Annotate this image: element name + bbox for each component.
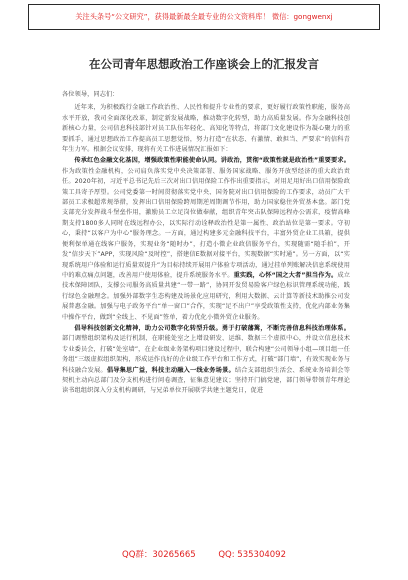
top-banner [28,4,380,30]
footer-contacts [0,548,408,560]
section-1-paragraph [62,156,350,323]
section-1-text: 作为政策性金融机构，公司肩负落实党中央决策部署、服务国家战略、服务开放型经济的重大政治责任。2020年初，习近平总书记先后三次对出口信用保险工作作出重要指示，对用足用好出口信用保险政策工具寄予厚望。公司党委第一时间贯彻落实党中央、国务院对出口信用保险的工作要求，动员广大干部员工求极超常规举措，发挥出口信用保险跨周期逆周期调节作用，助力国家稳住外贸基本盘。部门党支部充分发挥战斗堡垒作用，激励员工立足岗位做奉献，组织青年突击队保障远程办公需求，疫情高峰期支持1800多人同时在线远程办公，以实际行动诠释政治性是第一属性、政治站位是第一要求。守初心，秉持“以客户为中心”服务理念。一方面，通过构建多元金融科技平台，丰富外贸企业工具箱，提供便利保单通在线客户服务，实现业务“随时办”，打造小微企业政信服务平台，实现随需“随手拍”，开发“信步天下”APP，实现风险“及时控”，搭建信E数据对接平台，实现数据“实时通”。另一方面，以“实现系统用户体验和运行质量双提升”为目标持续开展用户体验专项活动，通过挂单列账解决信息系统使用中的难点痛点问题，改善用户使用体验，提升系统服务水平。 [62,167,350,279]
section-2-text-2: 结合支部组织生活会、系统业务培训会等契机主动向总部门及分支机构进行问卷调查，征集意见建议；坚持开门搞党建，部门领导带领青年理论读书组组织深入分支机构调研，与兄弟单位开展联学共建主题党日，促进 [62,366,350,395]
section-2-heading: 倡导科技创新文化精神，助力公司数字化转型升级。勇于打破藩篱，不断完善信息科技治理体系。 [74,324,350,332]
section-1-text-2: 成立技术保障团队，支撑公司服务高质量共建“一带一路”，协同开发贸易险客户绿色标识管理系统功能，践行绿色金融理念。加强外部数字生态构建及场景化应用研究，利用大数据、云计算等新技术助推公司发展普惠金融。加强与电子政务平台“单一窗口”合作，实现“足不出户”享受政策性支持，优化内部业务集中操作平台，做到“全线上、不见面”签单，着力优化小微外贸企业服务。 [62,271,350,321]
section-2-paragraph [62,324,350,397]
document-title: 在公司青年思想政治工作座谈会上的汇报发言 [89,57,319,71]
section-1-heading: 传承红色金融文化基因，增强政策性职能使命认同。讲政治，贯彻“政策性就是政治性”重要要求。 [74,157,350,165]
section-1-subheading: 重实践，心怀“国之大者”担当作为。 [233,271,338,279]
footer-qq: QQ: 535304092 [218,550,286,560]
section-2-text: 部门调整组织架构及运行机制，在职能处室之上增设研发、运维、数据三个虚拟中心，并设立信息技术专业委员会，打破“处室墙”，在企业级业务架构项目建设过程中，联合构建“公司领导小组—项目组一任务组”三级虚拟组织架构，形成运作良好的企业级工作平台和工作方式，打破“部门墙”，有效实现业务与科技融合发展。 [62,335,350,374]
section-2-subheading: 倡导集思广益，科技主动融入一线业务场景。 [106,366,235,374]
document-body [62,90,350,398]
banner-text: 关注头条号“公文研究”，获得最新最全最专业的公文资料库！ 微信：gongwenxj [75,12,333,21]
footer-qq-group: QQ群：30265665 [122,550,196,560]
salutation: 各位领导，同志们： [62,91,119,98]
intro-paragraph: 近年来，为积极践行金融工作政治性、人民性和提升专业性的要求，更好履行政策性职能，服务高水平开放，我司全面深化改革，制定新发展战略，推动数字化转型，助力高质量发展。作为金融科技创新核心力量，公司信息科技部针对员工队伍年轻化、高知化等特点，将部门文化建设作为凝心聚力的重要抓手，通过思想政治工作提高员工思想觉悟，努力打造“在状态、有激情、敢担当、严要求”的信科青年生力军。根据会议安排，现将有关工作进展情况汇报如下： [62,104,350,154]
